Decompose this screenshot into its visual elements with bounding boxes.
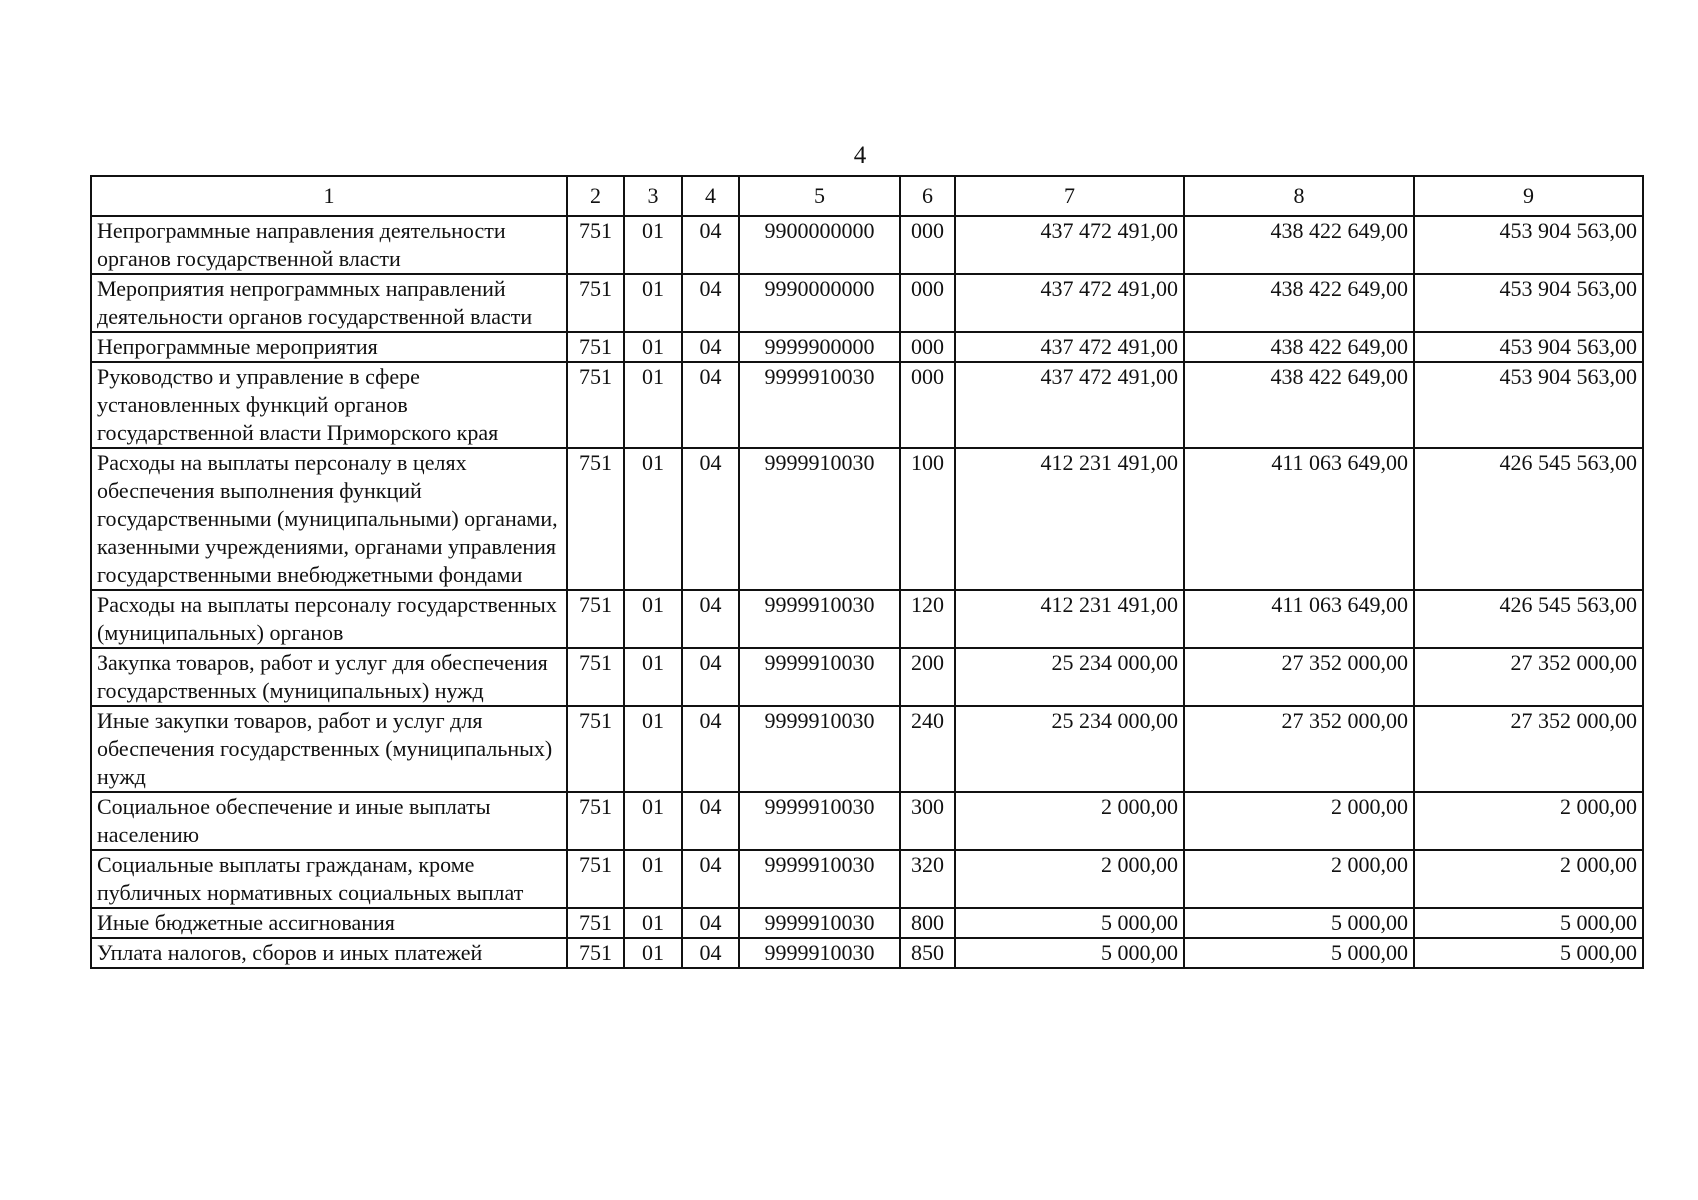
table-row xyxy=(91,706,1643,792)
row-code-4-cell: 04 xyxy=(682,938,739,968)
row-code-4-cell: 04 xyxy=(682,706,739,792)
row-code-4-cell: 04 xyxy=(682,792,739,850)
table-row xyxy=(91,792,1643,850)
row-code-6-cell: 320 xyxy=(900,850,955,908)
row-code-6-cell: 240 xyxy=(900,706,955,792)
row-name-cell: Расходы на выплаты персоналу государственных (муниципальных) органов xyxy=(91,590,567,648)
row-code-2-cell: 751 xyxy=(567,938,624,968)
row-code-3-cell: 01 xyxy=(624,850,682,908)
row-code-5-cell: 9999910030 xyxy=(739,648,900,706)
row-amount-8-cell: 5 000,00 xyxy=(1184,938,1414,968)
row-amount-7-cell: 2 000,00 xyxy=(955,792,1184,850)
row-code-2-cell: 751 xyxy=(567,448,624,590)
row-code-4-cell: 04 xyxy=(682,362,739,448)
row-code-6-cell: 120 xyxy=(900,590,955,648)
row-code-2-cell: 751 xyxy=(567,332,624,362)
row-amount-9-cell: 453 904 563,00 xyxy=(1414,216,1643,274)
row-name-cell: Непрограммные мероприятия xyxy=(91,332,567,362)
row-code-3-cell: 01 xyxy=(624,908,682,938)
row-code-4-cell: 04 xyxy=(682,274,739,332)
row-code-3-cell: 01 xyxy=(624,362,682,448)
row-amount-9-cell: 27 352 000,00 xyxy=(1414,706,1643,792)
row-amount-9-cell: 453 904 563,00 xyxy=(1414,274,1643,332)
column-header-9: 9 xyxy=(1414,176,1643,216)
row-code-5-cell: 9900000000 xyxy=(739,216,900,274)
row-code-5-cell: 9999910030 xyxy=(739,850,900,908)
row-code-3-cell: 01 xyxy=(624,590,682,648)
row-amount-8-cell: 27 352 000,00 xyxy=(1184,706,1414,792)
row-amount-7-cell: 437 472 491,00 xyxy=(955,362,1184,448)
row-code-6-cell: 200 xyxy=(900,648,955,706)
column-header-1: 1 xyxy=(91,176,567,216)
table-row xyxy=(91,850,1643,908)
row-amount-9-cell: 2 000,00 xyxy=(1414,792,1643,850)
budget-table xyxy=(90,175,1644,969)
row-amount-8-cell: 438 422 649,00 xyxy=(1184,362,1414,448)
row-code-5-cell: 9999900000 xyxy=(739,332,900,362)
column-header-2: 2 xyxy=(567,176,624,216)
row-amount-7-cell: 25 234 000,00 xyxy=(955,648,1184,706)
row-code-2-cell: 751 xyxy=(567,590,624,648)
row-code-5-cell: 9999910030 xyxy=(739,706,900,792)
row-code-5-cell: 9999910030 xyxy=(739,590,900,648)
row-code-2-cell: 751 xyxy=(567,274,624,332)
row-code-4-cell: 04 xyxy=(682,908,739,938)
row-amount-8-cell: 5 000,00 xyxy=(1184,908,1414,938)
row-code-3-cell: 01 xyxy=(624,792,682,850)
row-code-5-cell: 9999910030 xyxy=(739,792,900,850)
row-code-3-cell: 01 xyxy=(624,274,682,332)
row-code-4-cell: 04 xyxy=(682,448,739,590)
row-code-2-cell: 751 xyxy=(567,648,624,706)
row-amount-8-cell: 2 000,00 xyxy=(1184,850,1414,908)
row-code-3-cell: 01 xyxy=(624,938,682,968)
row-amount-8-cell: 438 422 649,00 xyxy=(1184,274,1414,332)
row-name-cell: Непрограммные направления деятельности органов государственной власти xyxy=(91,216,567,274)
row-code-5-cell: 9999910030 xyxy=(739,908,900,938)
table-row xyxy=(91,362,1643,448)
row-amount-7-cell: 437 472 491,00 xyxy=(955,274,1184,332)
row-amount-8-cell: 27 352 000,00 xyxy=(1184,648,1414,706)
row-code-6-cell: 100 xyxy=(900,448,955,590)
row-name-cell: Социальные выплаты гражданам, кроме публичных нормативных социальных выплат xyxy=(91,850,567,908)
row-amount-8-cell: 411 063 649,00 xyxy=(1184,590,1414,648)
column-header-4: 4 xyxy=(682,176,739,216)
table-row xyxy=(91,448,1643,590)
row-code-3-cell: 01 xyxy=(624,648,682,706)
row-amount-7-cell: 5 000,00 xyxy=(955,938,1184,968)
row-code-5-cell: 9990000000 xyxy=(739,274,900,332)
row-amount-7-cell: 25 234 000,00 xyxy=(955,706,1184,792)
table-row xyxy=(91,332,1643,362)
row-amount-9-cell: 453 904 563,00 xyxy=(1414,332,1643,362)
row-code-4-cell: 04 xyxy=(682,332,739,362)
row-amount-9-cell: 5 000,00 xyxy=(1414,938,1643,968)
row-code-5-cell: 9999910030 xyxy=(739,362,900,448)
row-name-cell: Мероприятия непрограммных направлений деятельности органов государственной власти xyxy=(91,274,567,332)
row-amount-7-cell: 437 472 491,00 xyxy=(955,216,1184,274)
row-amount-9-cell: 27 352 000,00 xyxy=(1414,648,1643,706)
row-code-6-cell: 000 xyxy=(900,362,955,448)
row-code-6-cell: 300 xyxy=(900,792,955,850)
table-body xyxy=(91,216,1643,968)
row-name-cell: Уплата налогов, сборов и иных платежей xyxy=(91,938,567,968)
row-name-cell: Расходы на выплаты персоналу в целях обеспечения выполнения функций государственными (муниципальными) органами, казенными учреждениями, органами управления государственными внебюджетными фондами xyxy=(91,448,567,590)
row-name-cell: Иные закупки товаров, работ и услуг для обеспечения государственных (муниципальных) нужд xyxy=(91,706,567,792)
row-code-2-cell: 751 xyxy=(567,216,624,274)
row-name-cell: Закупка товаров, работ и услуг для обеспечения государственных (муниципальных) нужд xyxy=(91,648,567,706)
row-amount-7-cell: 412 231 491,00 xyxy=(955,448,1184,590)
row-code-4-cell: 04 xyxy=(682,216,739,274)
table-row xyxy=(91,274,1643,332)
row-name-cell: Иные бюджетные ассигнования xyxy=(91,908,567,938)
row-code-3-cell: 01 xyxy=(624,216,682,274)
row-amount-9-cell: 426 545 563,00 xyxy=(1414,448,1643,590)
row-amount-8-cell: 438 422 649,00 xyxy=(1184,216,1414,274)
row-name-cell: Руководство и управление в сфере установленных функций органов государственной власти Приморского края xyxy=(91,362,567,448)
row-code-2-cell: 751 xyxy=(567,792,624,850)
column-header-3: 3 xyxy=(624,176,682,216)
column-header-8: 8 xyxy=(1184,176,1414,216)
row-code-6-cell: 000 xyxy=(900,274,955,332)
row-code-5-cell: 9999910030 xyxy=(739,448,900,590)
row-code-6-cell: 800 xyxy=(900,908,955,938)
row-amount-8-cell: 411 063 649,00 xyxy=(1184,448,1414,590)
row-code-3-cell: 01 xyxy=(624,332,682,362)
page-number: 4 xyxy=(853,142,867,169)
column-header-6: 6 xyxy=(900,176,955,216)
row-amount-9-cell: 5 000,00 xyxy=(1414,908,1643,938)
row-code-4-cell: 04 xyxy=(682,648,739,706)
row-code-2-cell: 751 xyxy=(567,362,624,448)
row-amount-7-cell: 2 000,00 xyxy=(955,850,1184,908)
row-amount-8-cell: 438 422 649,00 xyxy=(1184,332,1414,362)
row-amount-7-cell: 437 472 491,00 xyxy=(955,332,1184,362)
table-row xyxy=(91,908,1643,938)
row-code-3-cell: 01 xyxy=(624,706,682,792)
row-code-6-cell: 850 xyxy=(900,938,955,968)
row-code-3-cell: 01 xyxy=(624,448,682,590)
row-code-2-cell: 751 xyxy=(567,850,624,908)
row-amount-7-cell: 412 231 491,00 xyxy=(955,590,1184,648)
row-name-cell: Социальное обеспечение и иные выплаты населению xyxy=(91,792,567,850)
row-amount-8-cell: 2 000,00 xyxy=(1184,792,1414,850)
header-row xyxy=(91,176,1643,216)
row-amount-9-cell: 2 000,00 xyxy=(1414,850,1643,908)
row-code-4-cell: 04 xyxy=(682,850,739,908)
table-row xyxy=(91,648,1643,706)
column-header-5: 5 xyxy=(739,176,900,216)
row-code-6-cell: 000 xyxy=(900,216,955,274)
row-amount-9-cell: 426 545 563,00 xyxy=(1414,590,1643,648)
row-code-5-cell: 9999910030 xyxy=(739,938,900,968)
row-amount-9-cell: 453 904 563,00 xyxy=(1414,362,1643,448)
row-amount-7-cell: 5 000,00 xyxy=(955,908,1184,938)
row-code-6-cell: 000 xyxy=(900,332,955,362)
row-code-2-cell: 751 xyxy=(567,706,624,792)
column-header-7: 7 xyxy=(955,176,1184,216)
row-code-2-cell: 751 xyxy=(567,908,624,938)
row-code-4-cell: 04 xyxy=(682,590,739,648)
table-row xyxy=(91,938,1643,968)
table-row xyxy=(91,216,1643,274)
table-row xyxy=(91,590,1643,648)
